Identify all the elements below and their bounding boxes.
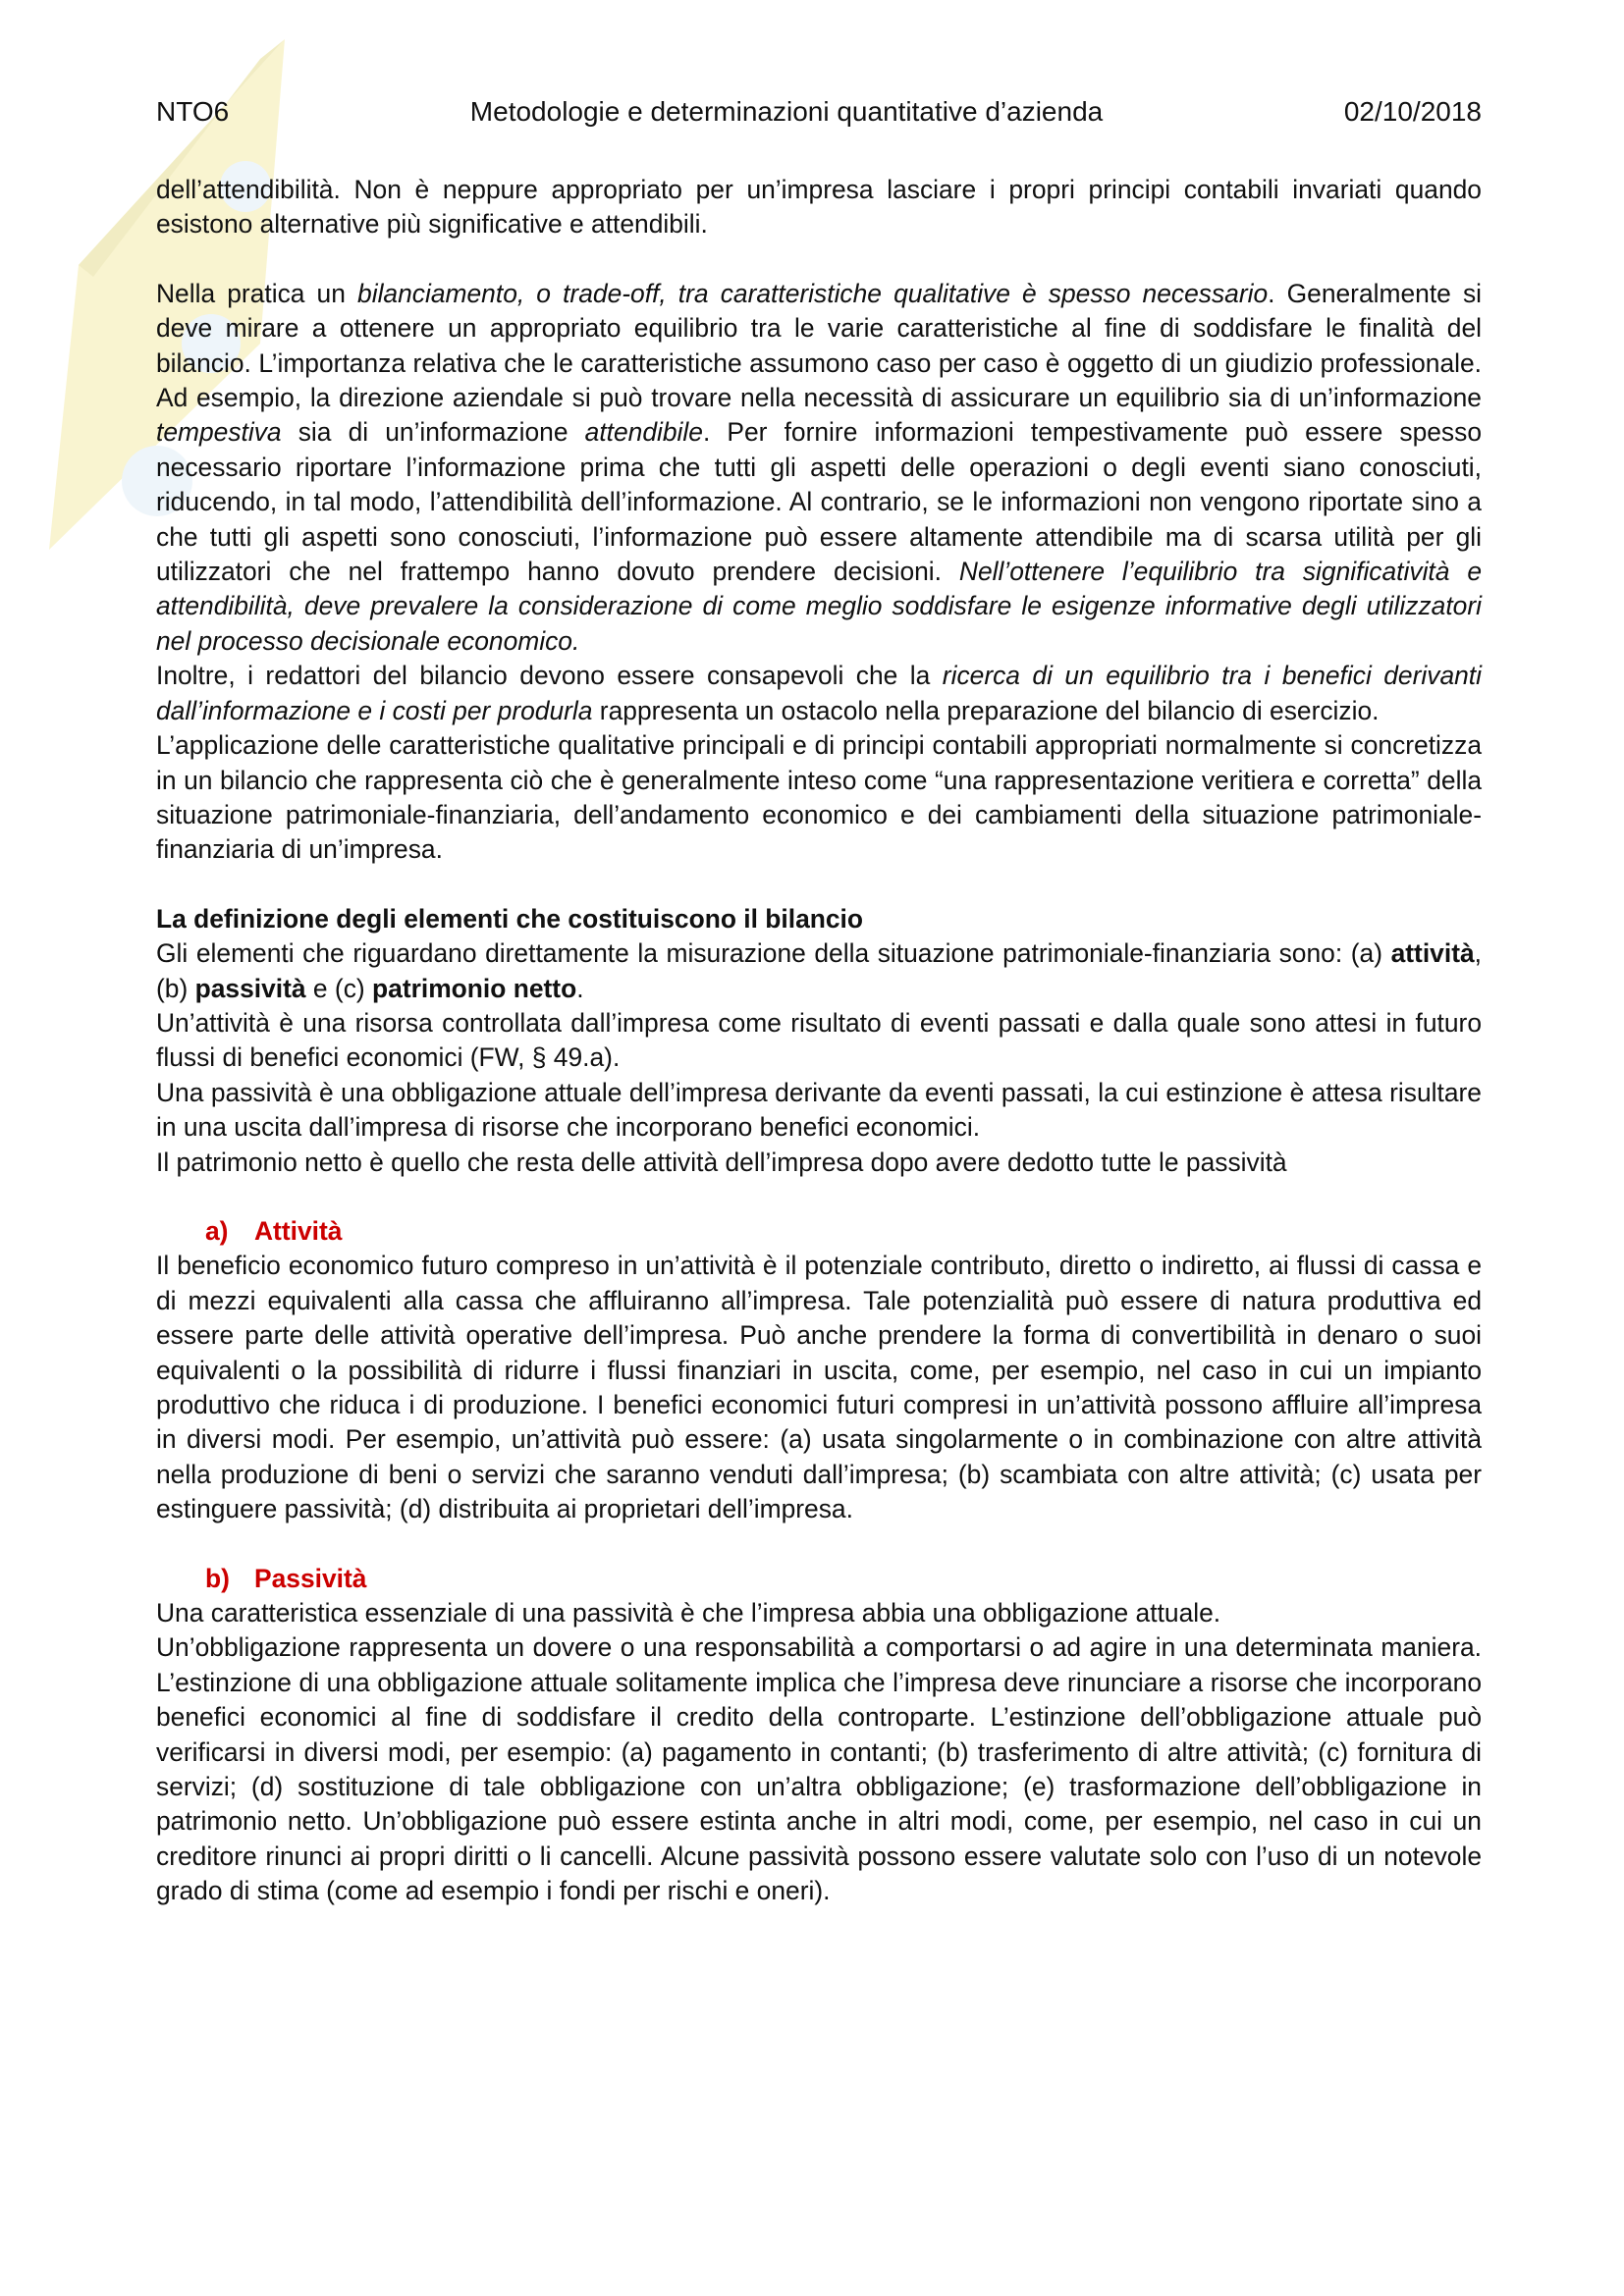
definition-patrimonio: Il patrimonio netto è quello che resta delle attività dell’impresa dopo avere dedotto tutte le passività: [156, 1147, 1287, 1177]
paragraph-text: dell’attendibilità. Non è neppure appropriato per un’impresa lasciare i propri principi contabili invariati quando esistono alternative più significative e attendibili.: [156, 175, 1482, 240]
paragraph-elementi: [156, 936, 1482, 1006]
bold-run: passività: [194, 973, 306, 1003]
text-run: . Per fornire informazioni tempestivamente può essere spesso necessario riportare l’informazione prima che tutti gli aspetti delle operazioni o degli eventi siano conosciuti, riducendo, in tal modo, l’attendibilità dell’informazione. Al contrario, se le informazioni non vengono riportate sino a che tutti gli aspetti sono conosciuti, l’informazione può essere altamente attendibile ma di scarsa utilità per gli utilizzatori che nel frattempo hanno dovuto prendere decisioni.: [156, 417, 1482, 587]
subheading-passivita: [205, 1562, 1482, 1596]
italic-run: attendibile: [584, 417, 703, 448]
text-run: rappresenta un ostacolo nella preparazione del bilancio di esercizio.: [592, 695, 1380, 725]
text-run: .: [576, 973, 584, 1003]
subheading-letter: a): [205, 1215, 229, 1246]
paragraph-attivita: Il beneficio economico futuro compreso in un’attività è il potenziale contributo, diretto o indiretto, ai flussi di cassa e di mezzi equivalenti alla cassa che affluiranno all’impresa. Tale potenzialità può essere di natura produttiva ed essere parte delle attività operative dell’impresa. Può anche prendere la forma di convertibilità in denaro o suoi equivalenti o la possibilità di ridurre i flussi finanziari in uscita, come, per esempio, nel caso in cui un impianto produttivo che riduca i di produzione. I benefici economici futuri compresi in un’attività possono affluire all’impresa in diversi modi. Per esempio, un’attività può essere: (a) usata singolarmente o in combinazione con altre attività nella produzione di beni o servizi che saranno venduti dall’impresa; (b) scambiata con altre attività; (c) usata per estinguere passività; (d) distribuita ai proprietari dell’impresa.: [156, 1251, 1482, 1524]
definition-passivita: Una passività è una obbligazione attuale dell’impresa derivante da eventi passati, la cui estinzione è attesa risultare in una uscita dall’impresa di risorse che incorporano benefici economici.: [156, 1077, 1482, 1143]
subheading-attivita: [205, 1214, 1482, 1249]
paragraph-text: L’applicazione delle caratteristiche qualitative principali e di principi contabili appropriati normalmente si concretizza in un bilancio che rappresenta ciò che è generalmente inteso come “una rappresentazione veritiera e corretta” della situazione patrimoniale-finanziaria, dell’andamento economico e dei cambiamenti della situazione patrimoniale-finanziaria di un’impresa.: [156, 730, 1482, 865]
bold-run: attività: [1390, 938, 1475, 969]
definition-attivita: Un’attività è una risorsa controllata dall’impresa come risultato di eventi passati e dalla quale sono attesi in futuro flussi di benefici economici (FW, § 49.a).: [156, 1007, 1482, 1073]
paragraph-attendibilita: [156, 173, 1482, 242]
italic-run: ricerca di un equilibrio tra i benefici derivanti dall’informazione e i costi per produrla: [156, 661, 1483, 725]
paragraph-passivita: Un’obbligazione rappresenta un dovere o una responsabilità a comportarsi o ad agire in una determinata maniera. L’estinzione di una obbligazione attuale solitamente implica che l’impresa deve rinunciare a risorse che incorporano benefici economici al fine di soddisfare il credito della controparte. L’estinzione dell’obbligazione attuale può verificarsi in diversi modi, per esempio: (a) pagamento in contanti; (b) trasferimento di altre attività; (c) fornitura di servizi; (d) sostituzione di tale obbligazione con un’altra obbligazione; (e) trasformazione dell’obbligazione in patrimonio netto. Un’obbligazione può essere estinta anche in altri modi, come, per esempio, nel caso in cui un creditore rinunci ai propri diritti o li cancelli. Alcune passività possono essere valutate solo con l’uso di un notevole grado di stima (come ad esempio i fondi per rischi e oneri).: [156, 1632, 1482, 1906]
italic-run: bilanciamento, o trade-off, tra caratteristiche qualitative è spesso necessario: [357, 278, 1269, 308]
italic-run: tempestiva: [156, 417, 282, 448]
text-run: Nella pratica un: [156, 278, 358, 308]
subheading-title: Passività: [254, 1563, 367, 1593]
paragraph-passivita-intro: Una caratteristica essenziale di una passività è che l’impresa abbia una obbligazione attuale.: [156, 1598, 1221, 1629]
text-run: . Generalmente si deve mirare a ottenere un appropriato equilibrio tra le varie caratteristiche al fine di soddisfare le finalità del bilancio. L’importanza relativa che le caratteristiche assumono caso per caso è oggetto di un giudizio professionale. Ad esempio, la direzione aziendale si può trovare nella necessità di assicurare un equilibrio sia di un’informazione: [156, 278, 1483, 413]
page-header: [156, 94, 1482, 130]
subheading-title: Attività: [254, 1215, 343, 1246]
text-run: e (c): [305, 973, 373, 1003]
header-code: NTO6: [156, 96, 230, 127]
document-page: [156, 94, 1482, 1909]
section-title: La definizione degli elementi che costituiscono il bilancio: [156, 903, 863, 934]
header-date: 02/10/2018: [1343, 96, 1482, 127]
paragraph-trade-off: [156, 277, 1482, 659]
text-run: sia di un’informazione: [281, 417, 585, 448]
text-run: , (b): [156, 938, 1482, 1003]
subheading-letter: b): [205, 1563, 230, 1593]
paragraph-rappresentazione: [156, 728, 1482, 868]
bold-run: patrimonio netto: [372, 973, 577, 1003]
header-title: Metodologie e determinazioni quantitative d’azienda: [469, 96, 1104, 127]
paragraph-costi-benefici: [156, 659, 1482, 728]
text-run: Inoltre, i redattori del bilancio devono essere consapevoli che la: [156, 661, 943, 691]
text-run: Gli elementi che riguardano direttamente la misurazione della situazione patrimoniale-finanziaria sono: (a): [156, 938, 1391, 969]
italic-run: Nell’ottenere l’equilibrio tra significatività e attendibilità, deve prevalere la considerazione di come meglio soddisfare le esigenze informative degli utilizzatori nel processo decisionale economico.: [156, 557, 1483, 656]
